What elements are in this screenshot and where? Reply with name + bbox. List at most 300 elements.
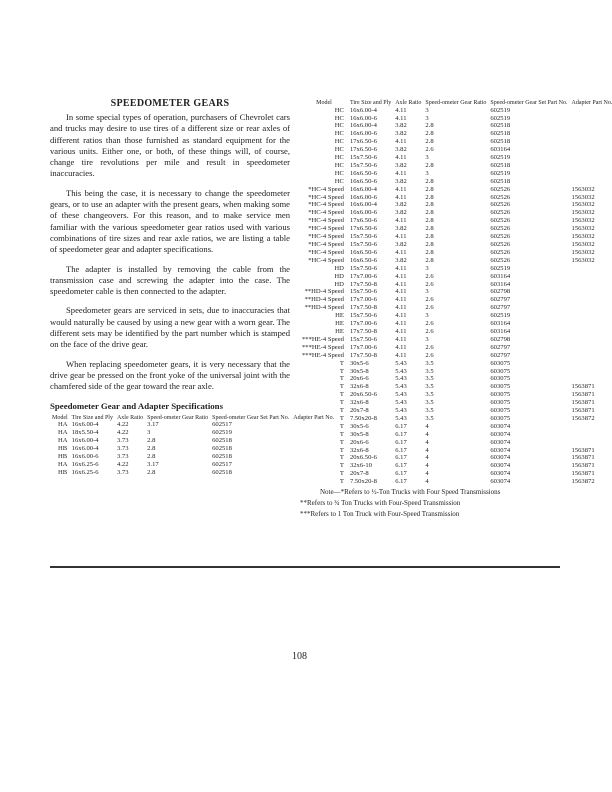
table-cell: 3 (425, 288, 429, 296)
table-cell: HE (335, 312, 344, 320)
table-cell: 4.11 (395, 351, 407, 359)
table-cell: 30x5-6 (349, 359, 369, 367)
table-cell: 3.82 (395, 256, 407, 264)
table-cell (570, 281, 612, 289)
table-cell (570, 170, 612, 178)
table-cell: 4 (425, 454, 429, 462)
table-cell: 1563871 (571, 470, 595, 478)
table-cell: 7.50x20-8 (349, 478, 377, 486)
page-number: 108 (292, 651, 307, 662)
table-cell (570, 178, 612, 186)
table-cell: 1563032 (571, 185, 595, 193)
table-cell: 3.82 (395, 241, 407, 248)
table-cell: **HD-4 Speed (304, 304, 344, 312)
table-cell: 17x7.50-8 (349, 351, 377, 359)
table-cell: 17x7.50-8 (349, 280, 377, 288)
table-cell: 32x6-8 (349, 383, 369, 391)
table-cell: 2.8 (425, 201, 434, 209)
table-cell: 603074 (490, 430, 511, 438)
table-row (300, 288, 612, 296)
table-row (50, 469, 336, 477)
table-cell: 602518 (212, 436, 232, 444)
table-row (50, 445, 336, 453)
table-cell: 1563032 (571, 193, 595, 201)
table-cell: 4.11 (395, 343, 407, 351)
table-cell: ***HE-4 Speed (302, 351, 344, 359)
table-cell: 1563032 (571, 209, 595, 217)
table-cell: HA (58, 460, 68, 468)
table-cell: *HC-4 Speed (308, 185, 344, 193)
table-cell: 3.5 (425, 399, 434, 407)
table-row (300, 470, 612, 478)
table-row (300, 344, 612, 352)
table-row (50, 421, 336, 429)
table-row (300, 115, 612, 123)
table-cell: 2.8 (425, 177, 434, 185)
table-row (300, 186, 612, 194)
paragraph: The adapter is installed by removing the cable from the transmission case and screwing the adapter into the case. The speedometer cable is then connected to the adapter. (50, 263, 290, 297)
table-cell: HC (334, 154, 344, 162)
table-cell: 602526 (490, 209, 511, 217)
table-cell (570, 265, 612, 273)
table-cell: 3.82 (395, 225, 407, 233)
table-cell: 3.82 (395, 209, 407, 217)
table-row (300, 328, 612, 336)
table-cell: HA (58, 436, 68, 444)
table-cell: HE (335, 327, 344, 335)
table-cell: 603164 (490, 327, 511, 335)
table-cell: 5.43 (395, 359, 407, 367)
table-cell: 603074 (490, 478, 511, 486)
table-cell: 5.43 (395, 414, 407, 422)
table-cell: 1563871 (571, 383, 595, 391)
table-cell: T (339, 446, 344, 454)
table-cell: 603075 (490, 399, 511, 407)
table-cell: 3 (147, 429, 151, 437)
table-cell: 2.8 (425, 130, 434, 138)
table-cell: T (339, 414, 344, 422)
table-row (300, 178, 612, 186)
table-cell (570, 375, 612, 383)
table-cell: HC (334, 130, 344, 138)
table-cell: T (339, 367, 344, 375)
table-cell: HA (58, 421, 68, 429)
table-cell (570, 352, 612, 360)
table-row (300, 415, 612, 423)
table-cell: 4.11 (395, 304, 407, 312)
small-table-title: Speedometer Gear and Adapter Specifications (50, 400, 223, 411)
table-cell: 20x6-6 (349, 375, 369, 383)
table-cell: 4.11 (395, 138, 407, 146)
table-cell: 16x6.25-6 (71, 468, 99, 476)
table-row (300, 138, 612, 146)
table-cell: 20x7-8 (349, 470, 369, 478)
table-cell: 603075 (490, 383, 511, 391)
table-cell: 3 (425, 154, 429, 162)
table-cell: 603075 (490, 414, 511, 422)
table-cell: 4.11 (395, 248, 407, 256)
table-cell: T (339, 478, 344, 486)
table-cell: 1563871 (571, 462, 595, 470)
table-cell: 1563871 (571, 399, 595, 407)
table-cell: 602518 (212, 444, 232, 452)
table-cell: **HD-4 Speed (304, 296, 344, 304)
table-cell: 4.11 (395, 193, 407, 201)
table-cell: 16x6.50-6 (349, 169, 377, 177)
table-cell: 4.11 (395, 114, 407, 122)
table-cell: 602518 (490, 122, 511, 130)
note: **Refers to ¾ Ton Trucks with Four-Speed Transmission (300, 499, 461, 508)
table-cell: 32x6-8 (349, 446, 369, 454)
table-cell: T (339, 422, 344, 430)
table-cell (570, 146, 612, 154)
table-cell: 3.82 (395, 201, 407, 209)
table-cell: HD (334, 272, 344, 280)
table-cell: 2.8 (425, 233, 434, 241)
table-row (300, 273, 612, 281)
table-row (300, 320, 612, 328)
table-cell: HC (334, 169, 344, 177)
table-cell (570, 431, 612, 439)
table-cell: 6.17 (395, 446, 407, 454)
column-header: Model (52, 414, 68, 421)
table-cell: 2.6 (425, 343, 434, 351)
table-cell: 2.8 (425, 209, 434, 217)
table-cell: *HC-4 Speed (308, 209, 344, 217)
table-row (300, 383, 612, 391)
table-cell: 2.6 (425, 351, 434, 359)
table-cell: 17x6.50-6 (349, 138, 377, 146)
table-cell: 4.11 (395, 106, 407, 114)
table-cell: 602519 (490, 312, 511, 320)
table-cell: 2.6 (425, 272, 434, 280)
table-row (300, 447, 612, 455)
table-cell: 602526 (490, 225, 511, 233)
table-cell: 602526 (490, 241, 511, 248)
table-cell: 4 (425, 422, 429, 430)
table-cell (570, 360, 612, 368)
table-cell (570, 138, 612, 146)
table-cell: 4.11 (395, 233, 407, 241)
table-cell: 15x7.50-6 (349, 233, 377, 241)
table-cell: T (339, 383, 344, 391)
table-cell: 17x7.00-6 (349, 296, 377, 304)
table-cell: 17x7.50-8 (349, 304, 377, 312)
table-cell: 4.11 (395, 272, 407, 280)
paragraph: This being the case, it is necessary to change the speedometer gears, or to use an adapter with the present gears, when making some of these changeovers. For this reason, and to make service men familiar with the various speedometer gear ratios used with various combinations of tire sizes and rear axle ratios, we are listing a table of speedometer gear and adapter specifications. (50, 187, 290, 255)
table-cell: 2.8 (425, 248, 434, 256)
table-cell: 3.5 (425, 407, 434, 415)
table-cell: 2.8 (425, 138, 434, 146)
table-cell: 17x7.00-6 (349, 272, 377, 280)
table-row (300, 296, 612, 304)
table-cell (570, 115, 612, 123)
table-cell: 602518 (212, 452, 232, 460)
table-cell: 4.11 (395, 327, 407, 335)
table-cell (570, 154, 612, 162)
column-header: Speed-ometer Gear Ratio (147, 414, 209, 421)
table-cell: 602526 (490, 256, 511, 264)
table-cell: 603074 (490, 470, 511, 478)
table-cell: 602518 (490, 161, 511, 169)
table-cell: 602798 (490, 288, 511, 296)
table-cell: 3 (425, 264, 429, 272)
table-row (300, 454, 612, 462)
table-cell: 4.11 (395, 312, 407, 320)
table-cell: 15x7.50-6 (349, 241, 377, 248)
column-header: Adapter Part No. (571, 100, 612, 106)
table-cell: 17x6.50-6 (349, 225, 377, 233)
column-header: Speed-ometer Gear Set Part No. (212, 414, 290, 421)
table-cell: 16x6.00-6 (71, 452, 99, 460)
table-cell: 2.6 (425, 146, 434, 154)
table-cell: 3.5 (425, 383, 434, 391)
table-cell: 1563032 (571, 248, 595, 256)
table-cell: 5.43 (395, 367, 407, 375)
column-header: Adapter Part No. (293, 414, 335, 421)
table-row (300, 423, 612, 431)
table-cell: 17x6.50-6 (349, 146, 377, 154)
table-cell: 3 (425, 335, 429, 343)
table-cell: 3.17 (147, 421, 159, 429)
table-cell (570, 368, 612, 376)
table-cell: 602519 (212, 429, 232, 437)
table-cell: 7.50x20-8 (349, 414, 377, 422)
table-cell: 30x5-6 (349, 422, 369, 430)
table-cell: 16x6.00-4 (349, 201, 377, 209)
table-cell: 603075 (490, 407, 511, 415)
table-cell: 30x5-8 (349, 367, 369, 375)
table-cell: 602518 (490, 130, 511, 138)
table-row (50, 437, 336, 445)
table-row (300, 407, 612, 415)
table-row (300, 130, 612, 138)
table-cell: 3.73 (116, 444, 129, 452)
table-cell: 3.73 (116, 468, 129, 476)
table-row (300, 162, 612, 170)
table-cell: 17x7.00-6 (349, 343, 377, 351)
table-cell: 603074 (490, 462, 511, 470)
table-cell: 4 (425, 462, 429, 470)
table-cell: 15x7.50-6 (349, 335, 377, 343)
section-title: SPEEDOMETER GEARS (110, 98, 230, 109)
table-cell: 17x7.50-8 (349, 327, 377, 335)
table-cell: T (339, 407, 344, 415)
table-cell: 16x6.00-4 (349, 185, 377, 193)
table-cell: HC (334, 122, 344, 130)
table-cell: 32x6-8 (349, 399, 369, 407)
table-cell: 15x7.50-6 (349, 288, 377, 296)
table-cell: 2.8 (425, 161, 434, 169)
big-spec-table (300, 100, 612, 486)
table-cell: 16x6.25-6 (71, 460, 99, 468)
table-row (300, 154, 612, 162)
table-cell: T (339, 438, 344, 446)
table-cell: 3.82 (395, 122, 407, 130)
table-cell: 1563032 (571, 225, 595, 233)
column-header: Axle Ratio (116, 414, 144, 421)
table-cell: 6.17 (395, 454, 407, 462)
table-row (300, 233, 612, 241)
table-cell: *HC-4 Speed (308, 201, 344, 209)
table-cell: *HC-4 Speed (308, 233, 344, 241)
table-cell (570, 130, 612, 138)
table-cell: 4.11 (395, 264, 407, 272)
table-cell: 4.11 (395, 296, 407, 304)
table-cell (570, 423, 612, 431)
table-row (300, 201, 612, 209)
table-cell: *HC-4 Speed (308, 256, 344, 264)
table-cell: 603074 (490, 454, 511, 462)
table-cell: T (339, 470, 344, 478)
table-cell: 2.6 (425, 304, 434, 312)
table-cell: HD (334, 264, 344, 272)
table-cell: 3.5 (425, 391, 434, 399)
table-cell: HC (334, 161, 344, 169)
column-header: Axle Ratio (395, 100, 422, 106)
table-cell: 602526 (490, 185, 511, 193)
table-cell: 4.11 (395, 288, 407, 296)
table-row (50, 453, 336, 461)
small-spec-table (50, 415, 336, 477)
table-cell: HC (334, 114, 344, 122)
table-cell: 4.22 (116, 460, 129, 468)
table-cell: 6.17 (395, 438, 407, 446)
table-cell: T (339, 462, 344, 470)
paragraph: When replacing speedometer gears, it is very necessary that the drive gear be pressed on the front yoke of the universal joint with the chamfered side of the gear toward the rear axle. (50, 358, 290, 392)
table-cell: 2.8 (425, 193, 434, 201)
table-cell (570, 328, 612, 336)
table-cell: 15x7.50-6 (349, 264, 377, 272)
table-cell: 3.5 (425, 375, 434, 383)
table-cell: HC (334, 177, 344, 185)
table-notes (300, 488, 562, 519)
table-cell: *HC-4 Speed (308, 193, 344, 201)
table-cell: 4.11 (395, 169, 407, 177)
bottom-rule (50, 566, 560, 568)
table-cell: 16x6.50-6 (349, 248, 377, 256)
table-cell: T (339, 399, 344, 407)
table-cell: 603074 (490, 438, 511, 446)
table-cell: 32x6-10 (349, 462, 372, 470)
table-cell: 3.73 (116, 436, 129, 444)
table-cell: 16x6.00-4 (349, 106, 377, 114)
column-header: Speed-ometer Gear Set Part No. (490, 100, 568, 106)
table-cell: 5.43 (395, 375, 407, 383)
note: ***Refers to 1 Ton Truck with Four-Speed Transmission (300, 510, 460, 519)
table-cell: 4.11 (395, 185, 407, 193)
table-row (300, 194, 612, 202)
table-cell (570, 288, 612, 296)
table-row (300, 352, 612, 360)
table-row (300, 217, 612, 225)
note: Note—*Refers to ½-Ton Trucks with Four Speed Transmissions (320, 488, 501, 497)
table-cell: 2.6 (425, 327, 434, 335)
table-cell: T (339, 359, 344, 367)
table-cell: HB (58, 444, 68, 452)
table-cell: *HC-4 Speed (308, 241, 344, 248)
table-cell: 3 (425, 114, 429, 122)
table-row (300, 439, 612, 447)
table-row (300, 399, 612, 407)
table-cell: 3 (425, 169, 429, 177)
table-row (300, 146, 612, 154)
table-cell: 4 (425, 446, 429, 454)
table-cell: 1563871 (571, 454, 595, 462)
table-cell: 3.5 (425, 367, 434, 375)
table-cell: **HD-4 Speed (304, 288, 344, 296)
column-header: Tire Size and Ply (71, 414, 113, 421)
paragraph: In some special types of operation, purchasers of Chevrolet cars and trucks may desire to use tires of a different size or rear axles of different ratios than those furnished as standard equipment for the various units. Either one, or both, of these things will, of course, change tire revolutions per mile and result in speedometer inaccuracies. (50, 112, 290, 179)
table-cell (570, 336, 612, 344)
table-row (300, 241, 612, 249)
table-cell: ***HE-4 Speed (302, 343, 344, 351)
table-cell (570, 312, 612, 320)
table-cell: 2.8 (425, 185, 434, 193)
table-cell: 602798 (490, 335, 511, 343)
table-row (300, 122, 612, 130)
table-cell: 2.6 (425, 296, 434, 304)
table-cell: 2.8 (425, 122, 434, 130)
table-cell: 15x7.50-6 (349, 312, 377, 320)
table-cell: 3.82 (395, 146, 407, 154)
table-cell: 16x6.00-6 (349, 193, 377, 201)
table-cell: 1563871 (571, 446, 595, 454)
table-cell (570, 162, 612, 170)
table-cell: 4 (425, 438, 429, 446)
table-cell (570, 122, 612, 130)
table-cell: 602519 (490, 106, 511, 114)
table-row (300, 107, 612, 115)
table-row (300, 257, 612, 265)
table-cell: 16x6.00-6 (349, 130, 377, 138)
table-cell: 602519 (490, 154, 511, 162)
column-header: Tire Size and Ply (349, 100, 392, 106)
table-row (300, 478, 612, 486)
table-cell: 4.11 (395, 217, 407, 225)
table-cell: 603075 (490, 391, 511, 399)
table-cell: 16x6.50-6 (349, 177, 377, 185)
table-cell: T (339, 430, 344, 438)
table-cell: 16x6.00-4 (71, 421, 99, 429)
column-header: Speed-ometer Gear Ratio (425, 100, 487, 106)
table-cell: 602526 (490, 201, 511, 209)
table-cell: 3.82 (395, 161, 407, 169)
table-cell: 30x5-8 (349, 430, 369, 438)
table-cell: 3.5 (425, 414, 434, 422)
table-cell: *HC-4 Speed (308, 217, 344, 225)
table-row (50, 461, 336, 469)
table-cell: 17x6.50-6 (349, 217, 377, 225)
table-row (300, 170, 612, 178)
table-row (300, 304, 612, 312)
table-row (300, 431, 612, 439)
table-cell: 603164 (490, 146, 511, 154)
table-cell: HC (334, 138, 344, 146)
table-cell: 6.17 (395, 470, 407, 478)
table-cell: HE (335, 320, 344, 328)
table-cell: 15x7.50-6 (349, 161, 377, 169)
table-row (300, 462, 612, 470)
table-cell: 2.8 (425, 225, 434, 233)
table-row (300, 249, 612, 257)
table-cell: 2.8 (425, 256, 434, 264)
table-cell: 4.22 (116, 429, 129, 437)
right-column (300, 100, 612, 519)
table-row (50, 429, 336, 437)
table-cell: 5.43 (395, 407, 407, 415)
table-cell: 602526 (490, 233, 511, 241)
